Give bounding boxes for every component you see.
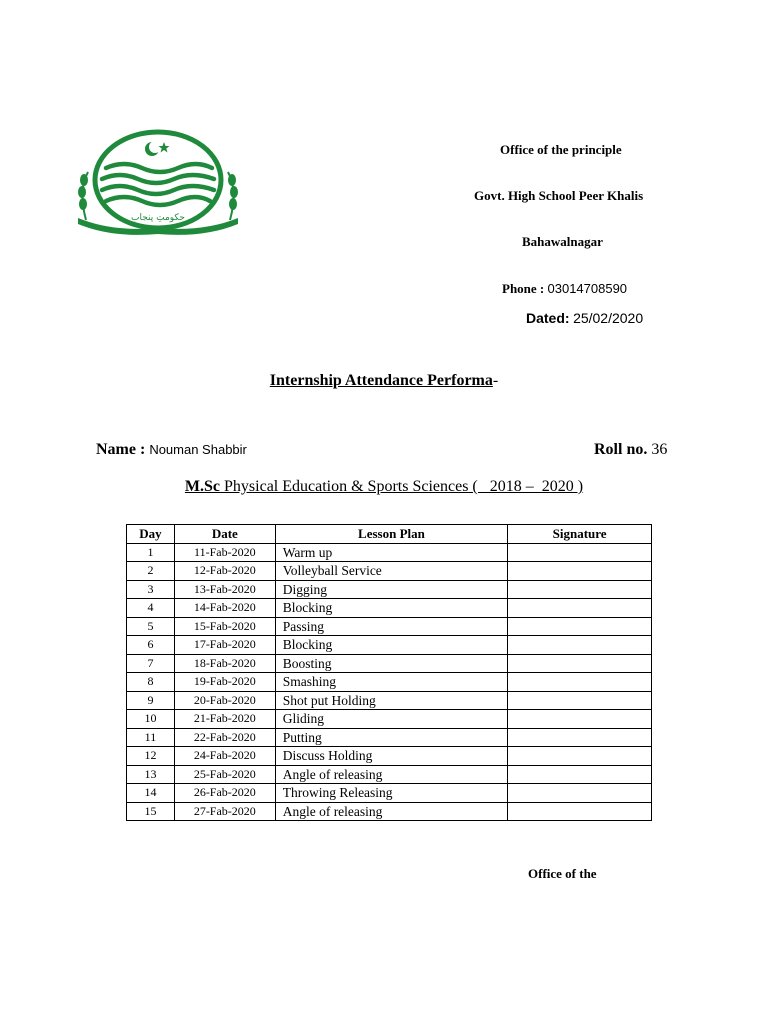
lesson-cell: Throwing Releasing [275, 784, 508, 803]
date-cell: 24-Fab-2020 [174, 747, 275, 766]
table-row [127, 617, 652, 636]
lesson-cell: Angle of releasing [275, 765, 508, 784]
table-row [127, 654, 652, 673]
day-cell: 13 [127, 765, 175, 784]
column-header-lesson-plan: Lesson Plan [275, 525, 508, 544]
day-cell: 5 [127, 617, 175, 636]
table-row [127, 747, 652, 766]
lesson-cell: Smashing [275, 673, 508, 692]
government-emblem-logo [72, 128, 244, 238]
name-value: Nouman Shabbir [149, 442, 247, 457]
emblem-text: حکومتِ پنجاب [131, 213, 185, 223]
lesson-cell: Digging [275, 580, 508, 599]
title-suffix: - [492, 372, 499, 389]
signature-cell [508, 802, 652, 821]
day-cell: 9 [127, 691, 175, 710]
table-header-row [127, 525, 652, 544]
table-row [127, 636, 652, 655]
student-name-row [96, 441, 247, 459]
day-cell: 12 [127, 747, 175, 766]
degree-line [0, 478, 768, 496]
date-cell: 26-Fab-2020 [174, 784, 275, 803]
office-heading: Office of the principle [500, 142, 622, 157]
phone-label: Phone : [502, 281, 545, 296]
lesson-cell: Boosting [275, 654, 508, 673]
table-row [127, 710, 652, 729]
signature-cell [508, 654, 652, 673]
day-cell: 6 [127, 636, 175, 655]
signature-cell [508, 784, 652, 803]
date-cell: 18-Fab-2020 [174, 654, 275, 673]
signature-cell [508, 728, 652, 747]
signature-cell [508, 747, 652, 766]
date-cell: 20-Fab-2020 [174, 691, 275, 710]
lesson-cell: Discuss Holding [275, 747, 508, 766]
dated-line [526, 310, 643, 328]
footer-office-text: Office of the [528, 866, 597, 881]
table-row [127, 599, 652, 618]
table-row [127, 728, 652, 747]
lesson-cell: Gliding [275, 710, 508, 729]
table-row [127, 543, 652, 562]
date-cell: 27-Fab-2020 [174, 802, 275, 821]
lesson-cell: Blocking [275, 636, 508, 655]
day-cell: 4 [127, 599, 175, 618]
table-row [127, 765, 652, 784]
degree-program: Physical Education & Sports Sciences ( 2018 – 2020 ) [220, 478, 584, 495]
signature-cell [508, 765, 652, 784]
signature-cell [508, 617, 652, 636]
date-cell: 12-Fab-2020 [174, 562, 275, 581]
roll-value: 36 [651, 441, 668, 458]
day-cell: 11 [127, 728, 175, 747]
date-cell: 21-Fab-2020 [174, 710, 275, 729]
school-name: Govt. High School Peer Khalis [474, 188, 644, 203]
day-cell: 1 [127, 543, 175, 562]
dated-label: Dated: [526, 310, 570, 326]
signature-cell [508, 599, 652, 618]
lesson-cell: Warm up [275, 543, 508, 562]
phone-line [502, 281, 627, 297]
column-header-date: Date [174, 525, 275, 544]
roll-number-row [594, 441, 667, 459]
city-name: Bahawalnagar [522, 234, 603, 249]
dated-value: 25/02/2020 [573, 310, 644, 326]
signature-cell [508, 691, 652, 710]
day-cell: 15 [127, 802, 175, 821]
date-cell: 14-Fab-2020 [174, 599, 275, 618]
roll-label: Roll no. [594, 441, 648, 458]
attendance-table [126, 524, 652, 821]
day-cell: 7 [127, 654, 175, 673]
date-cell: 25-Fab-2020 [174, 765, 275, 784]
signature-cell [508, 636, 652, 655]
name-label: Name : [96, 441, 146, 458]
date-cell: 11-Fab-2020 [174, 543, 275, 562]
date-cell: 17-Fab-2020 [174, 636, 275, 655]
table-row [127, 673, 652, 692]
date-cell: 22-Fab-2020 [174, 728, 275, 747]
column-header-signature: Signature [508, 525, 652, 544]
lesson-cell: Putting [275, 728, 508, 747]
column-header-day: Day [127, 525, 175, 544]
signature-cell [508, 673, 652, 692]
day-cell: 2 [127, 562, 175, 581]
signature-cell [508, 710, 652, 729]
date-cell: 13-Fab-2020 [174, 580, 275, 599]
lesson-cell: Passing [275, 617, 508, 636]
signature-cell [508, 543, 652, 562]
date-cell: 19-Fab-2020 [174, 673, 275, 692]
lesson-cell: Shot put Holding [275, 691, 508, 710]
table-row [127, 562, 652, 581]
lesson-cell: Angle of releasing [275, 802, 508, 821]
degree-prefix: M.Sc [184, 478, 221, 495]
title-text: Internship Attendance Performa [269, 372, 493, 389]
lesson-cell: Blocking [275, 599, 508, 618]
table-row [127, 691, 652, 710]
date-cell: 15-Fab-2020 [174, 617, 275, 636]
page-title [0, 372, 768, 390]
signature-cell [508, 580, 652, 599]
phone-value: 03014708590 [547, 281, 628, 296]
lesson-cell: Volleyball Service [275, 562, 508, 581]
day-cell: 3 [127, 580, 175, 599]
day-cell: 14 [127, 784, 175, 803]
table-row [127, 580, 652, 599]
day-cell: 8 [127, 673, 175, 692]
table-row [127, 802, 652, 821]
signature-cell [508, 562, 652, 581]
day-cell: 10 [127, 710, 175, 729]
table-row [127, 784, 652, 803]
